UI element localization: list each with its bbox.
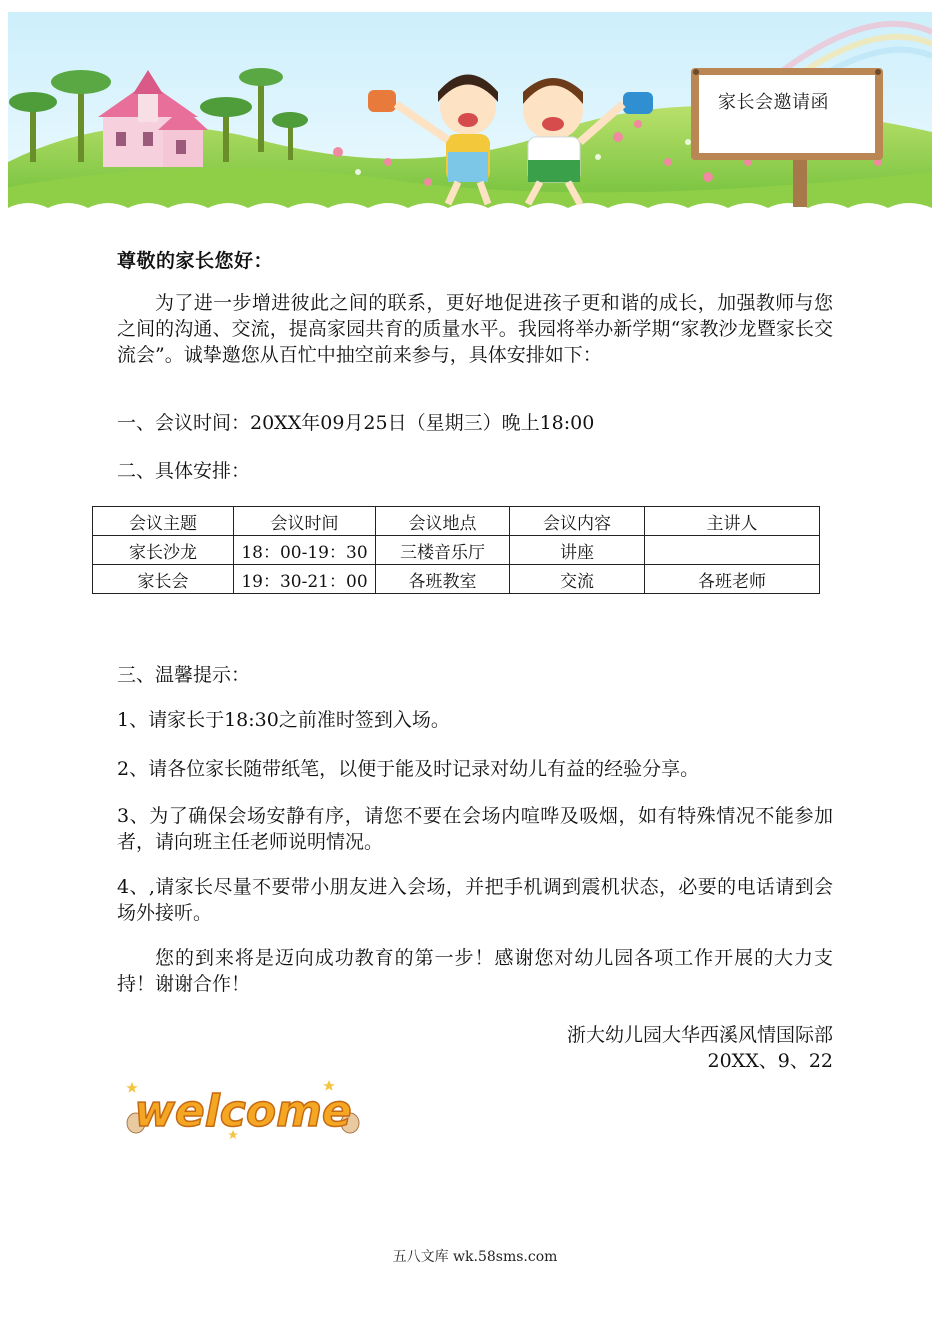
table-cell: 各班教室 [376,565,510,594]
table-cell: 家长沙龙 [93,536,234,565]
table-row [93,565,820,594]
letter-greeting: 尊敬的家长您好： [117,250,274,272]
invitation-sign-title: 家长会邀请函 [718,92,829,113]
table-cell: 19：30-21：00 [234,565,376,594]
welcome-logo [118,1068,368,1148]
closing-paragraph: 您的到来将是迈向成功教育的第一步！感谢您对幼儿园各项工作开展的大力支持！谢谢合作！ [117,947,833,995]
table-row [93,536,820,565]
tip-item: 2、请各位家长随带纸笔，以便于能及时记录对幼儿有益的经验分享。 [117,758,700,780]
tip-item: 1、请家长于18:30之前准时签到入场。 [117,709,450,731]
header-cell: 主讲人 [645,507,820,536]
table-cell: 交流 [510,565,645,594]
table-cell: 三楼音乐厅 [376,536,510,565]
table-cell: 讲座 [510,536,645,565]
tips-heading: 三、温馨提示： [117,664,251,686]
table-cell [645,536,820,565]
header-cell: 会议主题 [93,507,234,536]
signature-organization: 浙大幼儿园大华西溪风情国际部 [566,1024,833,1046]
header-cell: 会议地点 [376,507,510,536]
table-cell: 18：00-19：30 [234,536,376,565]
welcome-logo-text: welcome [134,1086,352,1137]
header-cell: 会议内容 [510,507,645,536]
header-cell: 会议时间 [234,507,376,536]
meeting-time-section: 一、会议时间：20XX年09月25日（星期三）晚上18:00 [117,412,595,434]
table-cell: 各班老师 [645,565,820,594]
tip-item: 3、为了确保会场安静有序，请您不要在会场内喧哗及吸烟，如有特殊情况不能参加者，请向班主任老师说明情况。 [117,805,833,853]
tip-item: 4、,请家长尽量不要带小朋友进入会场，并把手机调到震机状态，必要的电话请到会场外接听。 [117,876,833,924]
schedule-table [92,506,820,594]
table-cell: 家长会 [93,565,234,594]
table-header-row [93,507,820,536]
footer-watermark: 五八文库 wk.58sms.com [392,1249,558,1265]
signature-date: 20XX、9、22 [707,1050,833,1072]
arrangement-heading: 二、具体安排： [117,460,251,482]
intro-paragraph: 为了进一步增进彼此之间的联系，更好地促进孩子更和谐的成长，加强教师与您之间的沟通、交流，提高家园共育的质量水平。我园将举办新学期“家教沙龙暨家长交流会”。诚挚邀您从百忙中抽空前来参与，具体安排如下： [117,292,833,366]
